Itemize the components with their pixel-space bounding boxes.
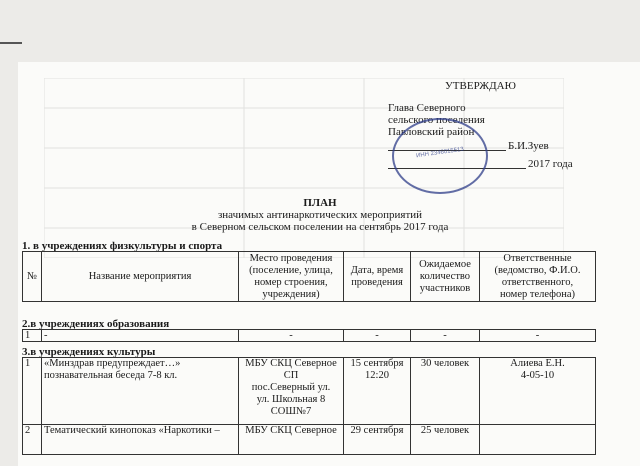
culture-table (22, 357, 596, 455)
cell-name (42, 358, 239, 425)
cell-expected: 30 человек (411, 358, 480, 425)
cell-place (239, 358, 344, 425)
document-subtitle-1: значимых антинаркотических мероприятий (217, 209, 423, 221)
cell-date-line: 15 сентября (350, 358, 404, 369)
cell-place-line: СП (283, 370, 299, 381)
col-header-responsible-line: Ответственные (503, 252, 572, 264)
official-stamp (392, 118, 488, 194)
approval-line-1: Глава Северного (388, 102, 466, 114)
col-header-date-line: Дата, время (350, 264, 404, 276)
cell-responsible: - (480, 330, 596, 342)
row-num: 2 (23, 425, 42, 455)
document-subtitle-2: в Северном сельском поселении на сентябрь 2017 года (191, 221, 449, 233)
col-header-expected-line: Ожидаемое (419, 258, 471, 270)
col-header-name: Название мероприятия (42, 252, 239, 302)
stamp-inn-text: ИНН 2346015513 (415, 146, 465, 160)
cell-place: - (239, 330, 344, 342)
row-num: 1 (23, 330, 42, 342)
cell-date (344, 358, 411, 425)
signature-name: Б.И.Зуев (508, 140, 549, 152)
cell-place-line: МБУ СКЦ Северное (245, 358, 337, 369)
row-num: 1 (23, 358, 42, 425)
table-row (23, 425, 596, 455)
col-header-expected-line: количество (419, 270, 471, 282)
col-header-date (344, 252, 411, 302)
section-heading-sports: 1. в учреждениях физкультуры и спорта (22, 240, 223, 252)
section-heading-education: 2.в учреждениях образования (22, 318, 170, 330)
document-title: ПЛАН (303, 197, 337, 209)
col-header-place (239, 252, 344, 302)
cell-responsible-line: Алиева Е.Н. (510, 358, 565, 369)
plan-header-table (22, 251, 596, 302)
cell-expected: - (411, 330, 480, 342)
table-row (23, 358, 596, 425)
col-header-responsible-line: ответственного, (501, 276, 574, 288)
approval-heading: УТВЕРЖДАЮ (445, 80, 516, 92)
col-header-responsible-line: номер телефона) (500, 288, 575, 300)
col-header-date-line: проведения (351, 276, 403, 288)
cell-responsible (480, 425, 596, 455)
approval-line-3: Павловский район (388, 126, 475, 138)
table-row (23, 330, 596, 342)
cell-date-line: 12:20 (365, 370, 389, 381)
cell-expected: 25 человек (411, 425, 480, 455)
col-header-responsible (480, 252, 596, 302)
cell-place-line: ул. Школьная 8 (256, 394, 326, 405)
education-table (22, 329, 596, 342)
cell-responsible (480, 358, 596, 425)
col-header-place-line: учреждения) (262, 288, 320, 300)
cell-responsible-line: 4-05-10 (520, 370, 555, 381)
col-header-place-line: Место проведения (249, 252, 333, 264)
cell-name-line: познавательная беседа 7-8 кл. (44, 370, 178, 381)
col-header-expected-line: участников (419, 282, 471, 294)
cell-name: Тематический кинопоказ «Наркотики – (42, 425, 239, 455)
col-header-num: № (23, 252, 42, 302)
col-header-place-line: (поселение, улица, (249, 264, 333, 276)
cell-place-line: пос.Северный ул. (251, 382, 331, 393)
col-header-place-line: номер строения, (254, 276, 328, 288)
cell-name-line: «Минздрав предупреждает…» (44, 358, 181, 369)
approval-line-2: сельского поселения (388, 114, 485, 126)
col-header-expected (411, 252, 480, 302)
cell-place-line: СОШ№7 (270, 406, 312, 417)
cell-date: - (344, 330, 411, 342)
col-header-responsible-line: (ведомство, Ф.И.О. (494, 264, 581, 276)
section-heading-culture: 3.в учреждениях культуры (22, 346, 156, 358)
cell-place: МБУ СКЦ Северное (239, 425, 344, 455)
cell-date: 29 сентября (344, 425, 411, 455)
cell-name: - (42, 330, 239, 342)
scan-edge-mark (0, 42, 22, 44)
approval-year: 2017 года (528, 158, 573, 170)
